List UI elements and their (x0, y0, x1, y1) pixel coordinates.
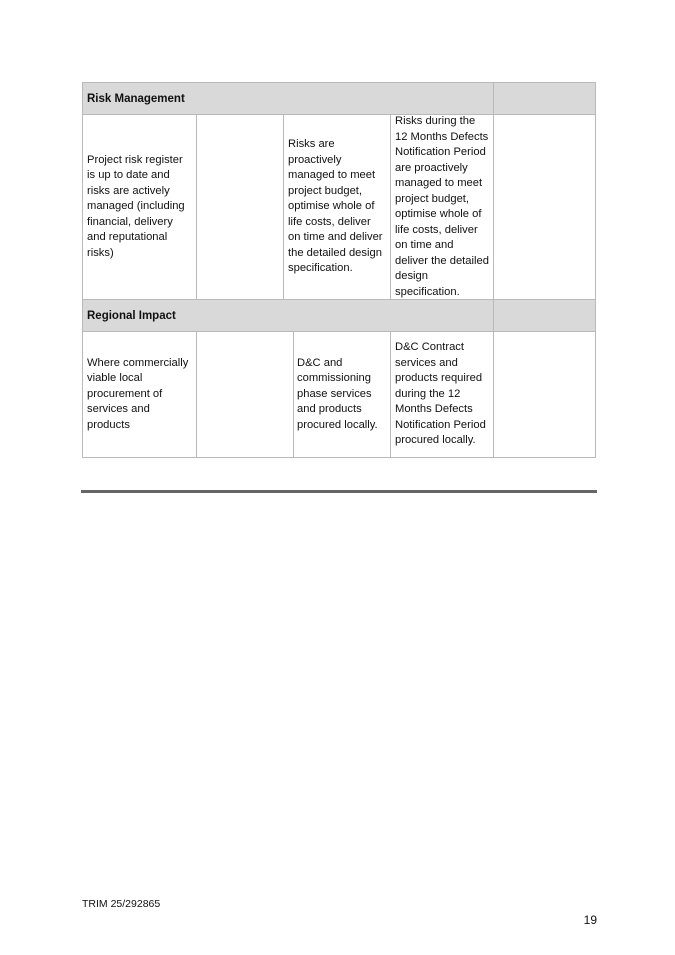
section-heading-blank (493, 300, 595, 331)
defects-period-cell: D&C Contract services and products required during the 12 Months Defects Notification Period procured locally. (391, 332, 494, 457)
criterion-cell: Project risk register is up to date and risks are actively managed (including financial, delivery and reputational risks) (83, 115, 197, 299)
defects-period-cell: Risks during the 12 Months Defects Notification Period are proactively managed to meet project budget, optimise whole of life costs, deliver on time and deliver the detailed design specification. (391, 115, 494, 299)
trim-reference: TRIM 25/292865 (82, 898, 161, 910)
section-heading: Regional Impact (87, 309, 176, 322)
blank-cell (197, 332, 294, 457)
page-number: 19 (583, 913, 597, 927)
delivery-phase-cell: D&C and commissioning phase services and products procured locally. (294, 332, 391, 457)
section-header-regional-impact (83, 300, 595, 332)
blank-cell (197, 115, 284, 299)
horizontal-rule (81, 490, 597, 493)
table-row-risk-register (83, 115, 595, 300)
table-row-local-procurement (83, 332, 595, 457)
section-header-risk-management (83, 83, 595, 115)
delivery-phase-cell: Risks are proactively managed to meet project budget, optimise whole of life costs, deliver on time and deliver the detailed design specification. (284, 115, 391, 299)
blank-cell (494, 115, 595, 299)
section-heading: Risk Management (87, 92, 185, 105)
blank-cell (494, 332, 595, 457)
section-heading-blank (493, 83, 595, 114)
criterion-cell: Where commercially viable local procurement of services and products (83, 332, 197, 457)
assessment-table (82, 82, 596, 458)
